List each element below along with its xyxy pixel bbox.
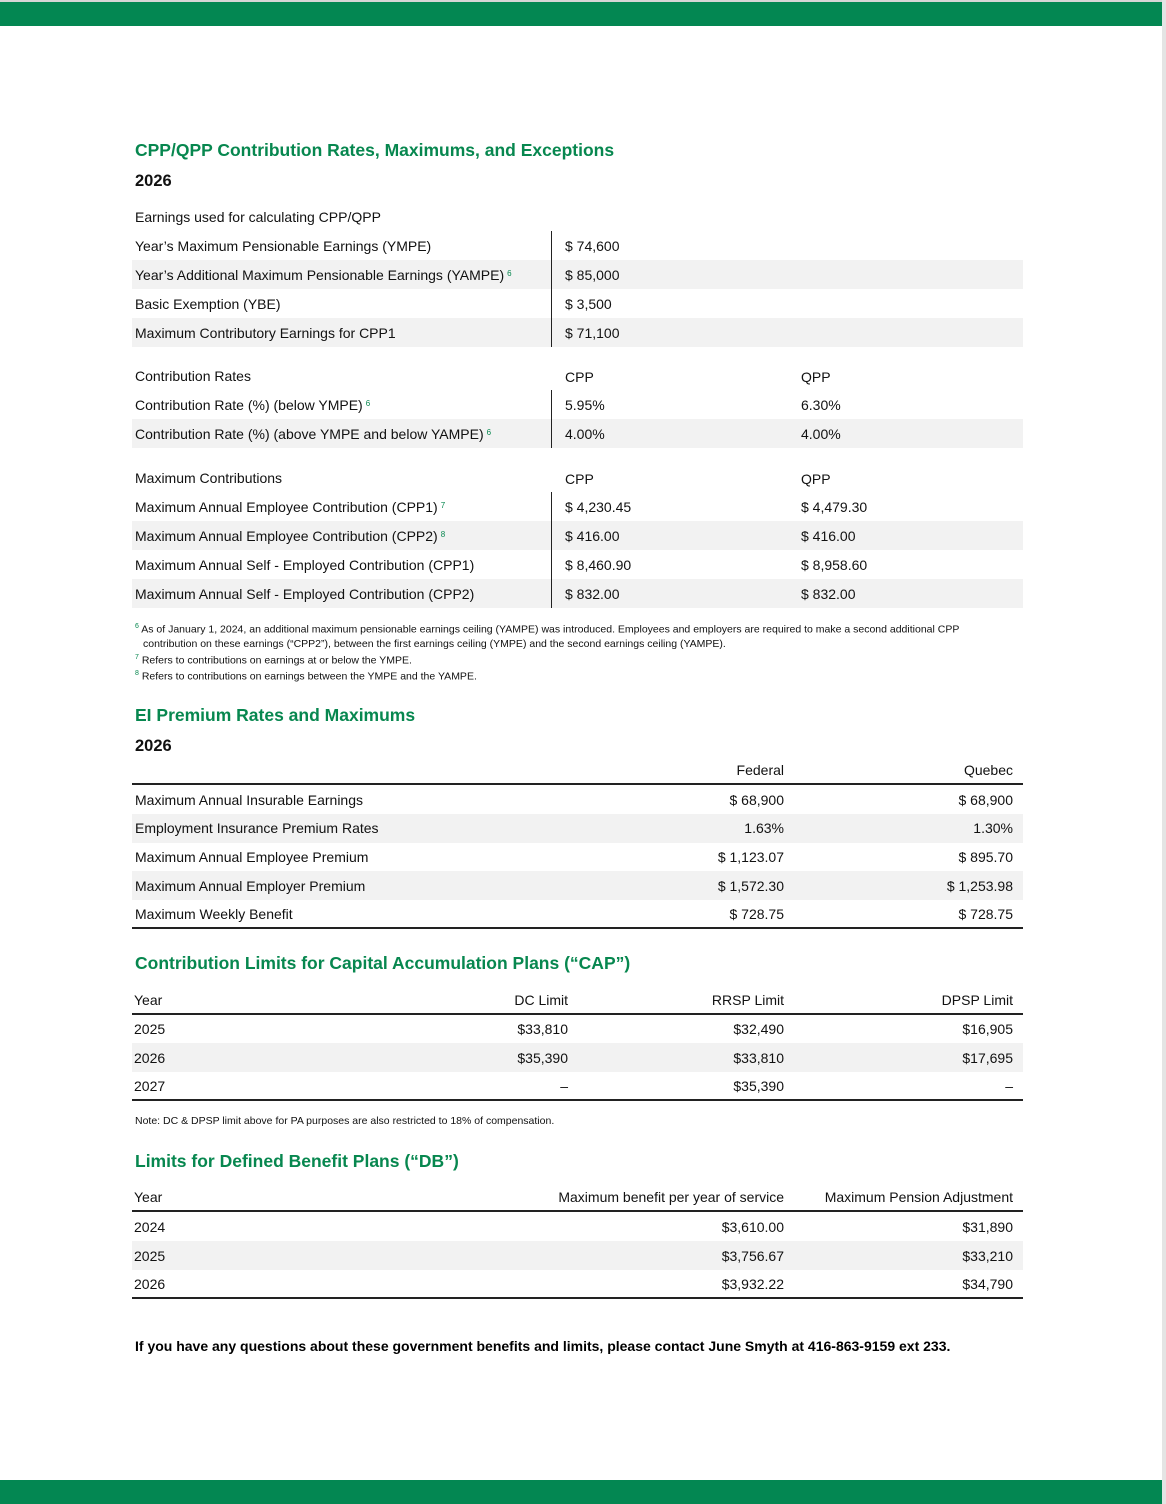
cap-col-year: Year [134,992,163,1008]
row-value: $ 85,000 [565,267,620,283]
db-row [132,1241,1023,1270]
year-cell: 2026 [134,1050,166,1066]
db-section-title: Limits for Defined Benefit Plans (“DB”) [135,1151,459,1171]
db-col-pa: Maximum Pension Adjustment [824,1189,1013,1205]
row-label: Maximum Annual Employee Premium [135,849,369,865]
federal-value: $ 68,900 [729,792,784,808]
cap-row [132,1071,1023,1100]
cap-row [132,1014,1023,1043]
ei-row [132,785,1023,814]
cpp-value: $ 4,230.45 [565,499,632,515]
db-col-year: Year [134,1189,163,1205]
rates-group-label: Contribution Rates [135,368,251,384]
row-label: Contribution Rate (%) (below YMPE) $^6$ [135,397,371,413]
cpp-value: $ 832.00 [565,586,620,602]
header-green-bar [0,2,1162,26]
qpp-value: $ 416.00 [801,528,856,544]
cpp-year: 2026 [135,172,172,190]
ei-row [132,871,1023,900]
row-label: Maximum Annual Employer Premium [135,878,366,894]
pa-value: $34,790 [962,1276,1013,1292]
cap-col-dpsp: DPSP Limit [941,992,1013,1008]
rrsp-value: $32,490 [733,1021,784,1037]
earnings-row [132,318,1023,347]
benefit-value: $3,610.00 [721,1219,784,1235]
column-divider [551,231,552,347]
cpp-value: $ 8,460.90 [565,557,632,573]
row-label: Maximum Annual Insurable Earnings [135,792,364,808]
federal-value: $ 1,572.30 [717,878,784,894]
row-label: Maximum Contributory Earnings for CPP1 [135,325,396,341]
max-group-label: Maximum Contributions [135,470,283,486]
qpp-value: $ 4,479.30 [801,499,868,515]
rrsp-value: $35,390 [733,1078,784,1094]
row-value: $ 74,600 [565,238,620,254]
ei-col-federal: Federal [736,762,784,778]
cpp-value: $ 416.00 [565,528,620,544]
dc-value: $33,810 [517,1021,568,1037]
max-row [132,550,1023,579]
row-label: Maximum Weekly Benefit [135,906,293,922]
row-value: $ 71,100 [565,325,620,341]
cap-note: Note: DC & DPSP limit above for PA purposes are also restricted to 18% of compensation. [135,1115,555,1127]
pa-value: $33,210 [962,1248,1013,1264]
column-divider [551,390,552,448]
qpp-value: 6.30% [801,397,841,413]
db-row [132,1212,1023,1241]
ei-row [132,843,1023,872]
page-right-edge [1162,0,1166,1504]
pa-value: $31,890 [962,1219,1013,1235]
contact-line: If you have any questions about these government benefits and limits, please contact June Smyth at 416-863-9159 ext 233. [135,1338,951,1354]
rates-col-qpp: QPP [801,369,831,385]
quebec-value: $ 728.75 [958,906,1013,922]
dpsp-value: $16,905 [962,1021,1013,1037]
row-label: Maximum Annual Employee Contribution (CPP1) $^7$ [135,499,446,515]
ei-year: 2026 [135,737,172,755]
dc-value: $35,390 [517,1050,568,1066]
federal-value: 1.63% [744,820,784,836]
footer-green-bar [0,1480,1162,1504]
federal-value: $ 728.75 [729,906,784,922]
row-label: Employment Insurance Premium Rates [135,820,379,836]
ei-section-title: EI Premium Rates and Maximums [135,705,416,725]
db-bottom-rule [132,1297,1023,1299]
footnote-ref: 6 [507,269,512,278]
footnote-6: $^6$ As of January 1, 2024, an additional maximum pensionable earnings ceiling (YAMPE) was introduced. Employees and employers are required to make a second additional CPP contribution on these earnings (“CPP2”), between the first earnings ceiling (YMPE) and the second earnings ceiling (YAMPE). [135,623,960,650]
row-label: Contribution Rate (%) (above YMPE and below YAMPE) $^6$ [135,426,492,442]
quebec-value: 1.30% [973,820,1013,836]
cap-section-title: Contribution Limits for Capital Accumulation Plans (“CAP”) [135,953,631,973]
year-cell: 2027 [134,1078,166,1094]
cap-col-rrsp: RRSP Limit [711,992,784,1008]
rates-row [132,390,1023,419]
rates-row [132,419,1023,448]
row-label: Maximum Annual Employee Contribution (CPP2) $^8$ [135,528,446,544]
earnings-row [132,231,1023,260]
ei-col-quebec: Quebec [963,762,1013,778]
footnote-ref: 8 [440,530,446,539]
ei-row [132,900,1023,929]
earnings-row [132,289,1023,318]
footnote-ref: 6 [365,399,371,408]
row-label: Basic Exemption (YBE) [135,296,281,312]
year-cell: 2024 [134,1219,166,1235]
db-row [132,1269,1023,1298]
footnote-ref: 7 [440,501,446,510]
footnote-7: $^7$ Refers to contributions on earnings at or below the YMPE. [135,654,412,667]
cap-col-dc: DC Limit [514,992,568,1008]
row-label: Maximum Annual Self - Employed Contribution (CPP1) [135,557,475,573]
row-value: $ 3,500 [565,296,612,312]
ei-row [132,814,1023,843]
footnote-8: $^8$ Refers to contributions on earnings between the YMPE and the YAMPE. [135,670,477,683]
ei-bottom-rule [132,927,1023,929]
quebec-value: $ 895.70 [958,849,1013,865]
rates-col-cpp: CPP [565,369,594,385]
rrsp-value: $33,810 [733,1050,784,1066]
row-label: Year’s Maximum Pensionable Earnings (YMPE) [135,238,432,254]
db-col-benefit: Maximum benefit per year of service [558,1189,784,1205]
qpp-value: $ 8,958.60 [801,557,868,573]
dc-value: – [560,1078,568,1094]
year-cell: 2025 [134,1248,166,1264]
cpp-value: 4.00% [565,426,605,442]
earnings-row [132,260,1023,289]
cap-bottom-rule [132,1099,1023,1101]
year-cell: 2025 [134,1021,166,1037]
year-cell: 2026 [134,1276,166,1292]
max-row [132,521,1023,550]
row-label: Maximum Annual Self - Employed Contribution (CPP2) [135,586,475,602]
federal-value: $ 1,123.07 [717,849,784,865]
cpp-section-title: CPP/QPP Contribution Rates, Maximums, and Exceptions [135,140,615,160]
column-divider [551,492,552,608]
earnings-group-label: Earnings used for calculating CPP/QPP [135,209,381,225]
footnote-ref: 6 [486,428,492,437]
quebec-value: $ 68,900 [958,792,1013,808]
dpsp-value: – [1005,1078,1013,1094]
quebec-value: $ 1,253.98 [946,878,1013,894]
dpsp-value: $17,695 [962,1050,1013,1066]
cap-row [132,1043,1023,1072]
max-col-qpp: QPP [801,471,831,487]
qpp-value: 4.00% [801,426,841,442]
qpp-value: $ 832.00 [801,586,856,602]
cpp-value: 5.95% [565,397,605,413]
benefit-value: $3,756.67 [721,1248,784,1264]
row-label: Year’s Additional Maximum Pensionable Earnings (YAMPE) $^6$ [135,267,512,283]
max-col-cpp: CPP [565,471,594,487]
benefit-value: $3,932.22 [721,1276,784,1292]
max-row [132,579,1023,608]
max-row [132,492,1023,521]
